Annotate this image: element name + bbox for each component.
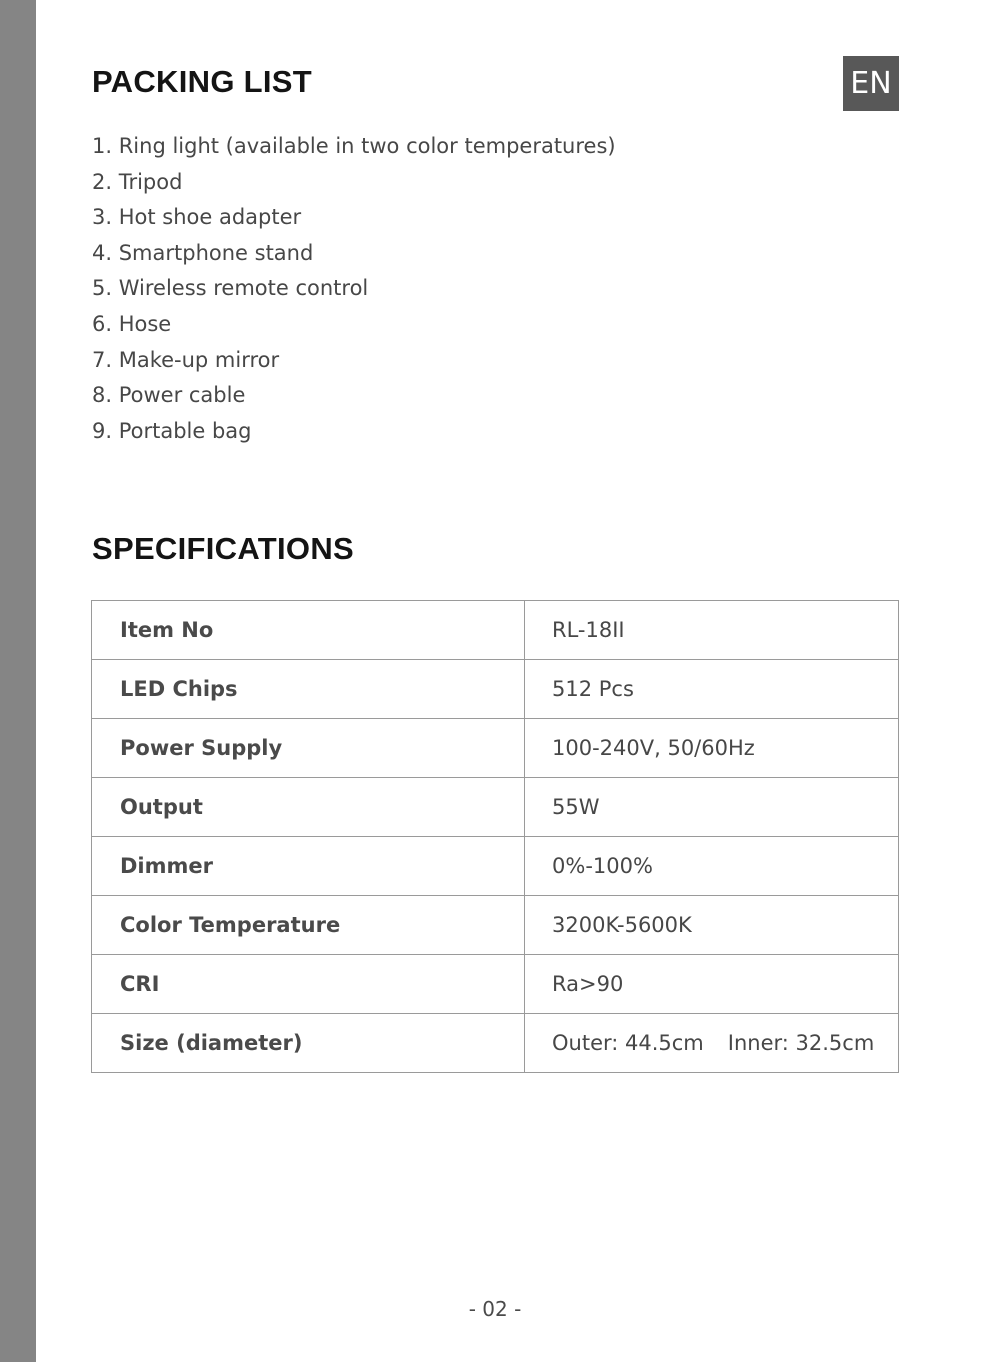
table-row	[92, 837, 899, 896]
list-item: 4. Smartphone stand	[92, 240, 314, 265]
spec-label: Size (diameter)	[92, 1014, 525, 1073]
table-row	[92, 719, 899, 778]
table-row	[92, 601, 899, 660]
spec-label: LED Chips	[92, 660, 525, 719]
spec-label: Dimmer	[92, 837, 525, 896]
spec-value: 0%-100%	[525, 837, 899, 896]
page-number: - 02 -	[468, 1297, 522, 1321]
spec-value: 512 Pcs	[525, 660, 899, 719]
list-item: 9. Portable bag	[92, 418, 252, 443]
spec-value	[525, 1014, 899, 1073]
specifications-table	[91, 600, 899, 1073]
spec-label: Color Temperature	[92, 896, 525, 955]
list-item: 5. Wireless remote control	[92, 276, 369, 301]
table-row	[92, 778, 899, 837]
spec-label: CRI	[92, 955, 525, 1014]
language-badge: EN	[843, 56, 899, 111]
packing-list	[92, 129, 616, 449]
table-row	[92, 1014, 899, 1073]
table-row	[92, 896, 899, 955]
packing-list-title: PACKING LIST	[92, 64, 313, 99]
size-inner-value: Inner: 32.5cm	[727, 1031, 875, 1055]
specifications-title: SPECIFICATIONS	[92, 531, 354, 566]
table-row	[92, 955, 899, 1014]
side-bar	[0, 0, 36, 1362]
list-item: 8. Power cable	[92, 383, 246, 408]
table-row	[92, 660, 899, 719]
spec-label: Item No	[92, 601, 525, 660]
list-item: 2. Tripod	[92, 169, 183, 194]
list-item: 6. Hose	[92, 311, 172, 336]
list-item: 1. Ring light (available in two color temperatures)	[92, 134, 616, 158]
spec-label: Power Supply	[92, 719, 525, 778]
spec-label: Output	[92, 778, 525, 837]
list-item: 7. Make-up mirror	[92, 347, 280, 372]
size-outer-value: Outer: 44.5cm	[552, 1031, 704, 1055]
spec-value: 55W	[525, 778, 899, 837]
spec-value: Ra>90	[525, 955, 899, 1014]
spec-value: RL-18II	[525, 601, 899, 660]
spec-value: 100-240V, 50/60Hz	[525, 719, 899, 778]
spec-value: 3200K-5600K	[525, 896, 899, 955]
list-item: 3. Hot shoe adapter	[92, 205, 302, 230]
